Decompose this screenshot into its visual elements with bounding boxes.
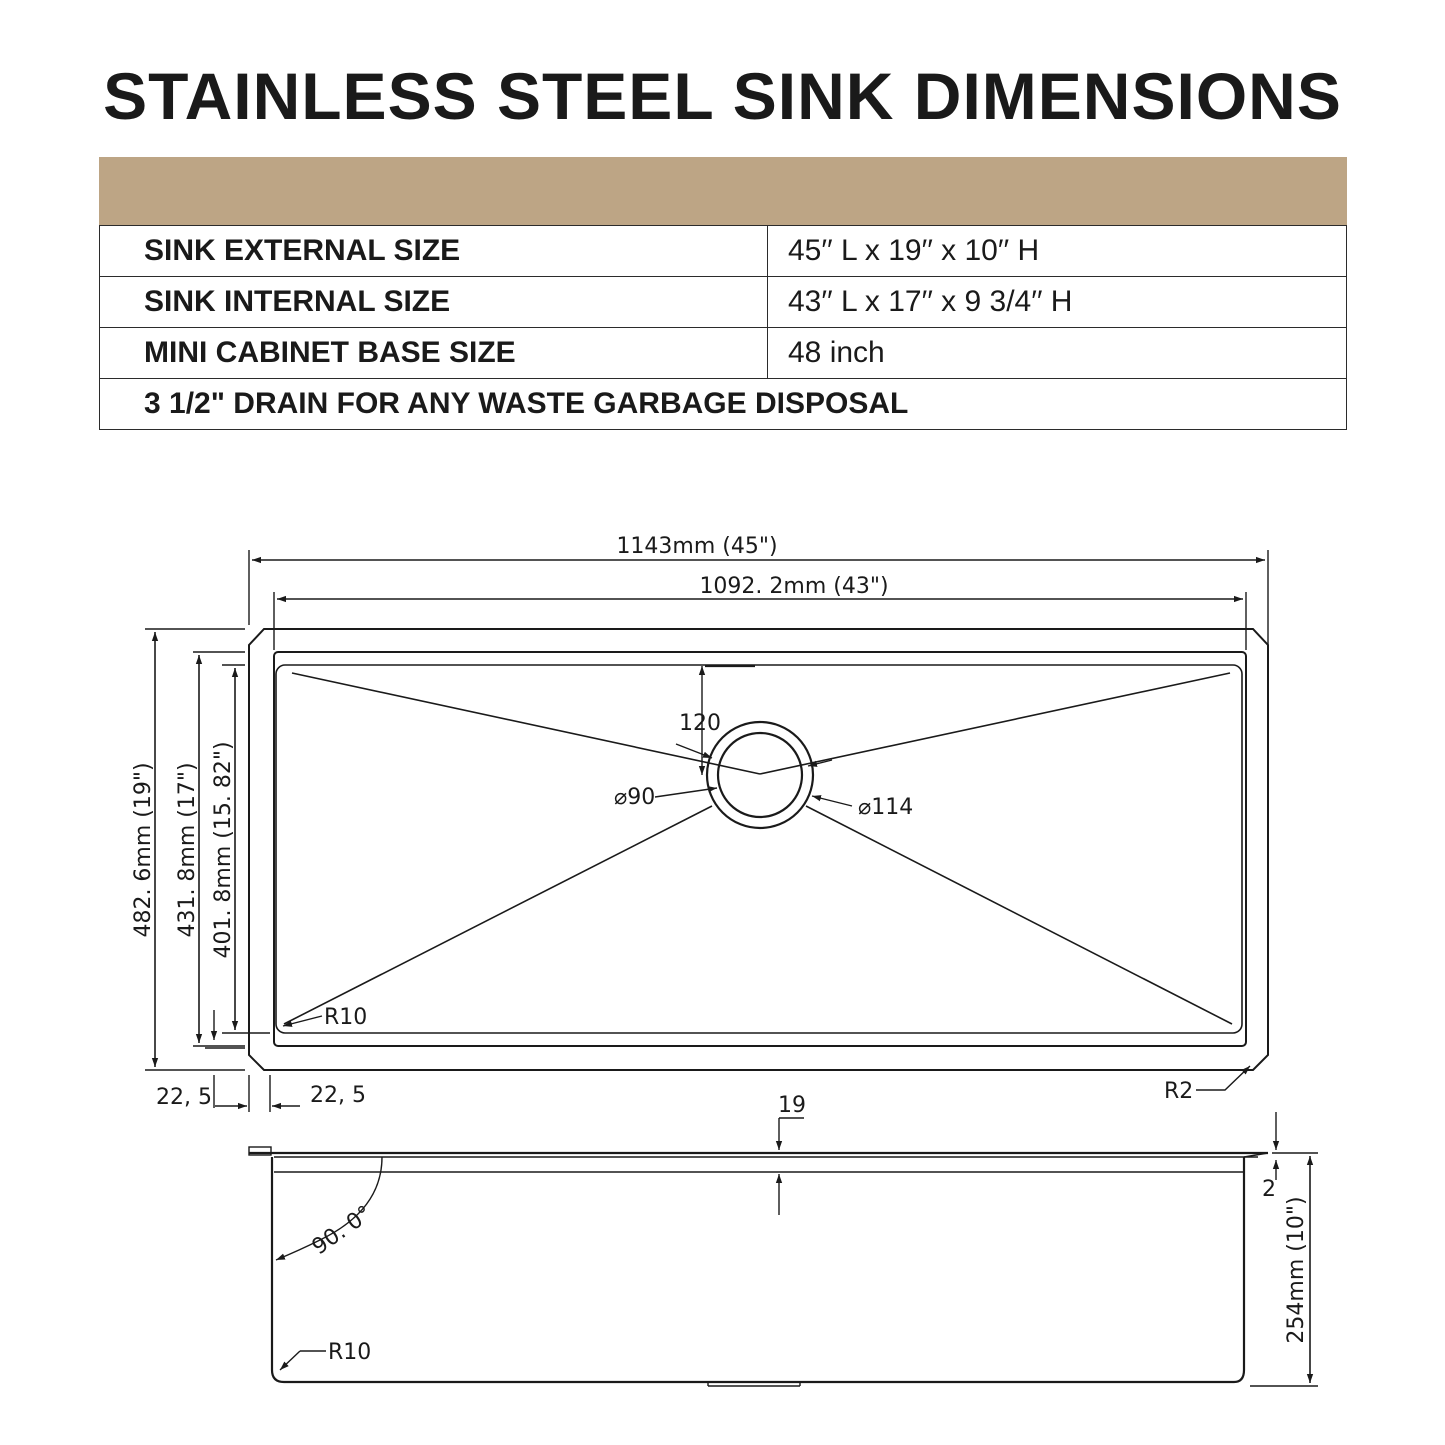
spec-label: SINK EXTERNAL SIZE — [100, 226, 768, 277]
dim-flange-thickness: 19 — [778, 1093, 806, 1118]
drain-note: 3 1/2" DRAIN FOR ANY WASTE GARBAGE DISPOSAL — [100, 379, 1347, 430]
dim-overall-width: 1143mm (45") — [616, 534, 778, 559]
dim-drain-outer: ⌀114 — [858, 795, 914, 820]
spec-value: 43′′ L x 17′′ x 9 3/4′′ H — [768, 277, 1347, 328]
dim-overall-depth: 482. 6mm (19") — [131, 762, 156, 938]
spec-label: SINK INTERNAL SIZE — [100, 277, 768, 328]
dim-inner-depth: 431. 8mm (17") — [175, 762, 200, 938]
dim-flange-radius: R2 — [1164, 1079, 1194, 1104]
drain-outer — [707, 722, 813, 828]
spec-value: 45′′ L x 19′′ x 10′′ H — [768, 226, 1347, 277]
page-title: STAINLESS STEEL SINK DIMENSIONS — [103, 59, 1342, 133]
side-bowl-profile — [272, 1157, 1244, 1382]
dim-drain-offset: 120 — [679, 711, 721, 736]
dim-drain-inner: ⌀90 — [614, 785, 656, 810]
dim-rim: 2 — [1262, 1177, 1276, 1202]
dim-corner-radius: R10 — [324, 1005, 368, 1030]
dim-bowl-depth: 401. 8mm (15. 82") — [211, 741, 236, 959]
drain-inner — [718, 733, 802, 817]
dim-height: 254mm (10") — [1284, 1196, 1309, 1344]
sink-bowl — [276, 665, 1242, 1033]
spec-label: MINI CABINET BASE SIZE — [100, 328, 768, 379]
spec-value: 48 inch — [768, 328, 1347, 379]
dim-inner-width: 1092. 2mm (43") — [699, 574, 889, 599]
sink-rim — [274, 652, 1246, 1046]
dim-angle: 90. 0° — [307, 1201, 377, 1261]
dim-side-radius: R10 — [328, 1340, 372, 1365]
dim-left-margin: 22, 5 — [156, 1085, 212, 1110]
slope-lines — [284, 673, 1232, 1024]
sink-flange-outline — [249, 629, 1268, 1070]
dim-right-margin: 22, 5 — [310, 1083, 366, 1108]
